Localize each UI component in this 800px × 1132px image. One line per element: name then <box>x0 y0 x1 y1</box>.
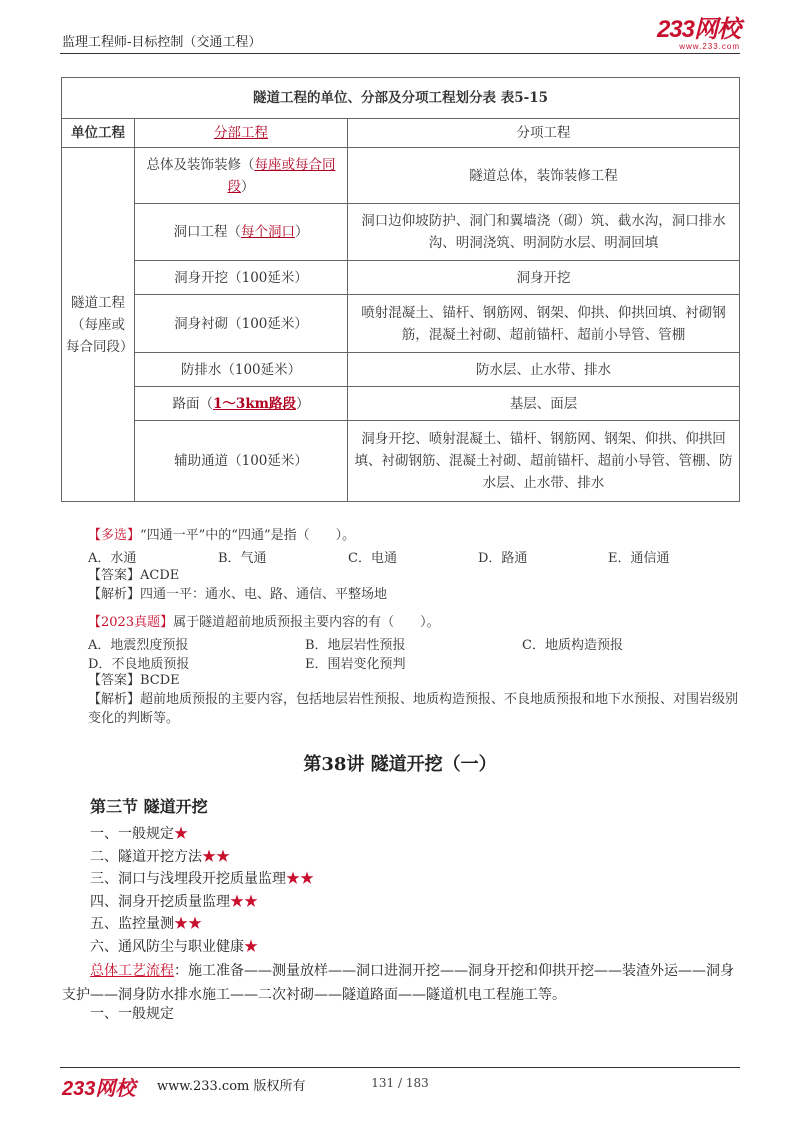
header-division <box>135 119 348 148</box>
item-cell: 隧道总体，装饰装修工程 <box>348 148 740 204</box>
division-cell <box>135 148 348 204</box>
division-cell: 防排水（100延米） <box>135 353 348 387</box>
question-1-option-c: C．电通 <box>348 551 397 566</box>
process-flow-paragraph <box>62 959 742 1007</box>
brand-logo <box>657 18 740 51</box>
document-header-title: 监理工程师-目标控制（交通工程） <box>62 35 262 50</box>
header-item: 分项工程 <box>348 119 740 148</box>
division-close: ） <box>295 395 310 412</box>
item-cell: 防水层、止水带、排水 <box>348 353 740 387</box>
footer-divider <box>60 1067 740 1068</box>
process-flow-label: 总体工艺流程 <box>90 963 174 979</box>
outline-item-label: 六、通风防尘与职业健康 <box>90 939 244 955</box>
item-cell: 洞身开挖、喷射混凝土、锚杆、钢筋网、钢架、仰拱、仰拱回填、衬砌钢筋、混凝土衬砌、超前锚杆、超前小导管、管棚、防水层、止水带、排水 <box>348 421 740 502</box>
outline-item <box>90 913 202 933</box>
question-2-option-c: C．地质构造预报 <box>522 638 623 653</box>
outline-item-label: 五、监控量测 <box>90 916 174 932</box>
question-2-option-a: A．地震烈度预报 <box>88 638 189 653</box>
outline-item <box>90 891 258 911</box>
footer-copyright: www.233.com 版权所有 <box>157 1079 306 1094</box>
division-close: ） <box>241 178 255 195</box>
footer-logo: 233网校 <box>62 1078 136 1100</box>
question-2-option-b: B．地层岩性预报 <box>305 638 406 653</box>
question-1-option-b: B．气通 <box>218 551 267 566</box>
division-label: 洞口工程（ <box>173 224 241 240</box>
division-label: 总体及装饰装修（ <box>146 156 255 173</box>
question-1-option-d: D．路通 <box>478 551 528 566</box>
header-unit: 单位工程 <box>62 119 135 148</box>
question-1-text: “四通一平”中的“四通”是指（ ）。 <box>140 528 356 543</box>
header-division-label: 分部工程 <box>214 125 268 141</box>
item-cell: 洞口边仰坡防护、洞门和翼墙浇（砌）筑、截水沟，洞口排水沟、明洞浇筑、明洞防水层、明洞回填 <box>348 204 740 261</box>
header-divider <box>60 53 740 54</box>
division-close: ） <box>295 224 309 240</box>
item-cell: 洞身开挖 <box>348 261 740 295</box>
process-flow-text: ：施工准备——测量放样——洞口进洞开挖——洞身开挖和仰拱开挖——装渣外运——洞身支护——洞身防水排水施工——二次衬砌——隧道路面——隧道机电工程施工等。 <box>62 963 734 1003</box>
unit-name-cell: 隧道工程（每座或每合同段） <box>62 148 135 502</box>
question-2-text: 属于隧道超前地质预报主要内容的有（ ）。 <box>173 615 440 630</box>
outline-item <box>90 936 258 956</box>
division-note: 1～3km路段 <box>213 395 296 412</box>
question-1-analysis: 【解析】四通一平：通水、电、路、通信、平整场地 <box>88 587 388 602</box>
page-number: 131 / 183 <box>371 1076 429 1090</box>
subsection-heading: 一、一般规定 <box>90 1006 174 1022</box>
outline-item-label: 三、洞口与浅埋段开挖质量监理 <box>90 871 286 887</box>
outline-item <box>90 868 314 888</box>
question-1-answer: 【答案】ACDE <box>88 568 180 583</box>
star-rating-icon: ★★ <box>174 916 202 932</box>
item-cell: 喷射混凝土、锚杆、钢筋网、钢架、仰拱、仰拱回填、衬砌钢筋，混凝土衬砌、超前锚杆、超前小导管、管棚 <box>348 295 740 353</box>
star-rating-icon: ★★ <box>230 894 258 910</box>
question-1-option-a: A．水通 <box>88 551 137 566</box>
question-1-option-e: E．通信通 <box>608 551 670 566</box>
question-2-answer: 【答案】BCDE <box>88 673 180 688</box>
outline-item-label: 四、洞身开挖质量监理 <box>90 894 230 910</box>
lecture-title: 第38讲 隧道开挖（一） <box>303 754 497 775</box>
item-cell: 基层、面层 <box>348 387 740 421</box>
section-title: 第三节 隧道开挖 <box>90 797 208 816</box>
star-rating-icon: ★ <box>174 826 188 842</box>
outline-item-label: 二、隧道开挖方法 <box>90 849 202 865</box>
division-label: 路面（ <box>172 395 214 412</box>
question-2-stem <box>88 614 440 632</box>
division-table <box>61 77 740 502</box>
question-2-tag: 【2023真题】 <box>88 615 174 630</box>
division-cell: 洞身衬砌（100延米） <box>135 295 348 353</box>
logo-text: 233网校 <box>656 16 740 43</box>
division-note: 每个洞口 <box>241 224 295 240</box>
question-2-analysis: 【解析】超前地质预报的主要内容，包括地层岩性预报、地质构造预报、不良地质预报和地下水预报、对围岩级别变化的判断等。 <box>88 692 739 726</box>
star-rating-icon: ★ <box>244 939 258 955</box>
logo-url: www.233.com <box>679 42 740 51</box>
division-note: 每座或每合同段 <box>227 156 336 195</box>
division-cell <box>135 204 348 261</box>
question-2-option-e: E．围岩变化预判 <box>305 657 406 672</box>
division-cell: 洞身开挖（100延米） <box>135 261 348 295</box>
question-1-stem <box>88 527 355 545</box>
question-1-tag: 【多选】 <box>88 528 141 543</box>
star-rating-icon: ★★ <box>286 871 314 887</box>
table-caption: 隧道工程的单位、分部及分项工程划分表 表5-15 <box>62 78 740 119</box>
division-cell <box>135 387 348 421</box>
division-cell: 辅助通道（100延米） <box>135 421 348 502</box>
outline-item <box>90 823 188 843</box>
star-rating-icon: ★★ <box>202 849 230 865</box>
question-2-option-d: D．不良地质预报 <box>88 657 190 672</box>
outline-item <box>90 846 230 866</box>
outline-item-label: 一、一般规定 <box>90 826 174 842</box>
